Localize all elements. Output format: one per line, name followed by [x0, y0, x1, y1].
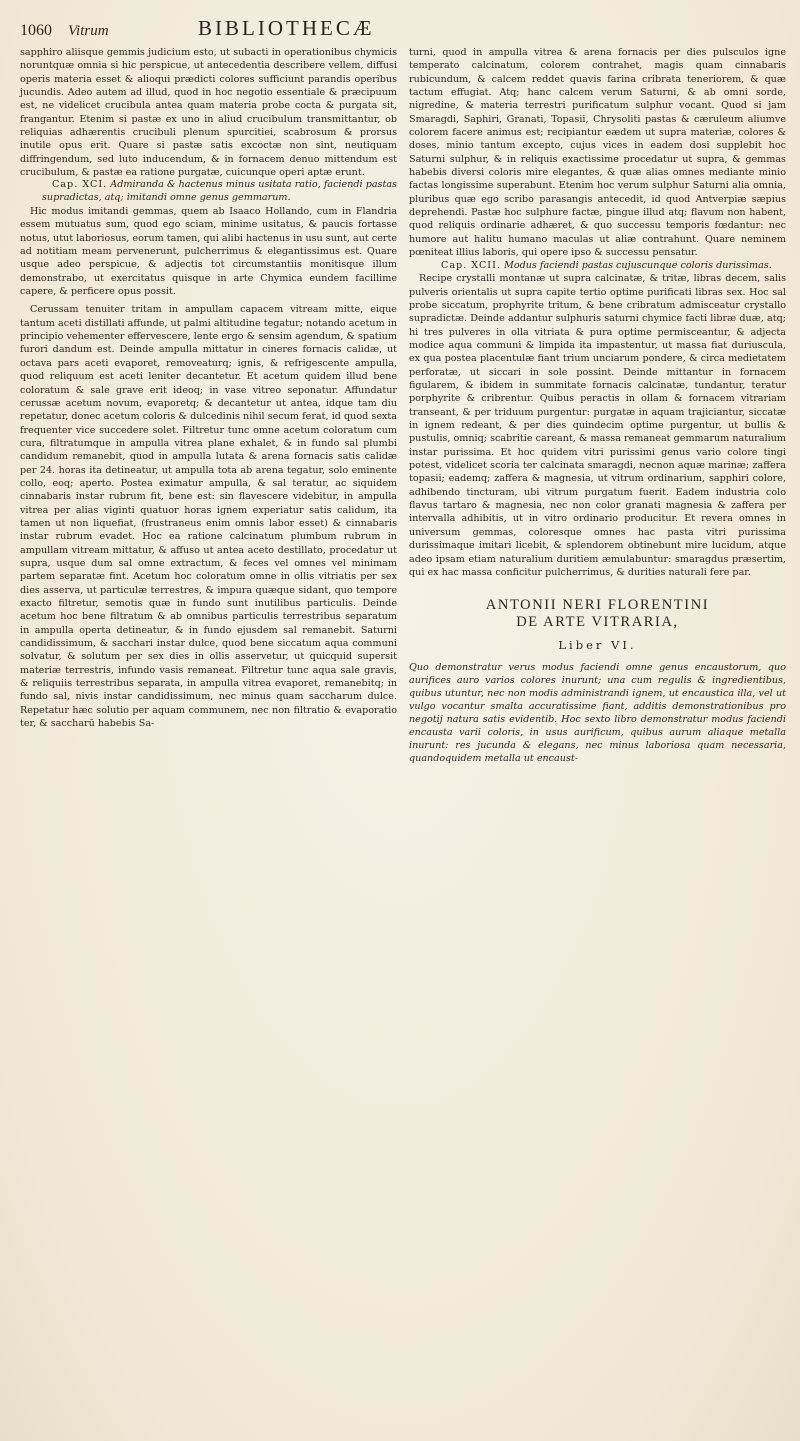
right-column: [409, 46, 786, 765]
chapter-label: Cap. XCI.: [52, 179, 108, 191]
book-number: Liber VI.: [558, 638, 637, 653]
paragraph: Recipe crystalli montanæ ut supra calcinatæ, & tritæ, libras decem, salis pulveris orientalis ut supra capite tertio optime purificati libras sex. Hoc sal probe siccatum, prophyrite tritum, & bene cribratum admisceatur crystallo supradictæ. Deinde addantur sulphuris saturni chymice facti libræ duæ, atq; hi tres pulveres in olla vitriata & pura optime permisceantur, & adjecta modice aqua communi & limpida ita impastentur, ut massa fiat duriuscula, ex qua postea placentulæ fiant trium unciarum pondere, & circa medietatem perforatæ, ut siccari in sole possint. Deinde mittantur in fornacem figularem, & ibidem in summitate fornacis calcinatæ, tundantur, teratur porphyrite & cribrentur. Quibus peractis in ollam & fornacem vitrariam transeant, & per triduum purgentur: purgatæ in aquam trajiciantur, siccatæ in ignem redeant, & per dies quindecim optime purgentur, ut bullis & pustulis, omniq; scabritie careant, & massa remaneat gemmarum naturalium instar purissima. Et hoc quidem vitri purissimi genus vario colore tingi potest, videlicet scoria ter calcinata smaragdi, necnon aquæ marinæ; zaffera topasii; eademq; zaffera & magnesia, ut vitrum ordinarium, sapphiri colore, adhibendo tincturam, ubi vitrum purgatum fuerit. Eadem industria colo flavus tartaro & magnesia, nec non color granati magnesia & zaffera per intervalla adhibitis, ut in vitro ordinario producitur. Et revera omnes in universum gemmas, coloresque omnes hac pasta vitri purissima durissimaque imitari licebit, & splendorem obtinebunt mire lucidum, atque adeo ipsam etiam naturalium duritiem æmulabuntur: smaragdus præsertim, qui ex hac massa conficitur pulcherrimus, & durities naturali fere par.: [409, 273, 786, 578]
paragraph: Hic modus imitandi gemmas, quem ab Isaaco Hollando, cum in Flandria essem mutuatus sum, quod ego sciam, minime usitatus, & paucis fortasse notus, utut laboriosus, eorum tamen, qui alibi hactenus in usu sunt, aut certe ad notitiam meam pervenerunt, pulcherrimus & elegantissimus est. Quare usque adeo perspicue, & adjectis tot circumstantiis monitisque illum demonstrabo, ut exercitatus quisque in arte Chymica eundem facillime capere, & perficere opus possit.: [20, 206, 397, 298]
paragraph: turni, quod in ampulla vitrea & arena fornacis per dies pulsculos igne temperato calcinatum, colorem contrahet, magis quam cinnabaris rubicundum, & calcem reddet quavis farina cribrata teneriorem, & quæ tactum effugiat. Atq; hanc calcem verum Saturni, & ab omni sorde, nigredine, & materia terrestri purificatum sulphur vocant. Quod si jam Smaragdi, Saphiri, Granati, Topasii, Chrysoliti pastas & cæruleum aliumve colorem facere animus est; recipiantur eædem ut supra materiæ, colores & doses, minio tantum excepto, cujus vices in eadem dosi supplebit hoc Saturni sulphur, & in reliquis exactissime procedatur ut supra, & gemmas habebis diversi coloris mire elegantes, & quæ alias omnes mediante minio factas longissime superabunt. Etenim hoc verum sulphur Saturni alia omnia, pluribus quæ ego scribo parasangis antecedit, id quod Antverpiæ sæpius deprehendi. Pastæ hoc sulphure factæ, pingue illud atq; flavum non habent, quod reliquis ordinarie adhæret, & quo successu temporis fœdantur: nec humore aut halitu humano maculas ut aliæ contrahunt. Quare neminem pœniteat illius laboris, qui opere ipso & successu pensatur.: [409, 47, 786, 259]
paragraph: sapphiro aliisque gemmis judicium esto, ut subacti in operationibus chymicis noruntquæ omnia si hic perspicue, ut antecedentia describere vellem, diffusi operis materia esset & alioqui prædicti colores sufficiunt parandis operibus jucundis. Adeo autem ad illud, quod in hoc negotio essentiale & præcipuum est, ne videlicet crucibula antea quam materia probe cocta & purgata sit, frangantur. Etenim si pastæ ex uno in aliud crucibulum transmittantur, ob reliquias adhærentis crucibuli plenum spurcitiei, scabrosum & prorsus inutile opus erit. Quare si pastæ satis excoctæ non sint, neutiquam diffringendum, sed luto inducendum, & in fornacem denuo mittendum est crucibulum, & pastæ ea ratione purgatæ, cuicunque operi aptæ erunt.: [20, 47, 397, 179]
book-title-line: DE ARTE VITRARIA,: [516, 614, 679, 631]
book-summary: Quo demonstratur verus modus faciendi omne genus encaustorum, quo aurifices auro varios colores inurunt; una cum regulis & ingredientibus, quibus utuntur, nec non modis administrandi ignem, ut encaustica illa, vel ut vulgo vocantur smalta accuratissime fiant, additis demonstrationibus pro negotij natura satis evidentib. Hoc sexto libro demonstratur modus faciendi encausta varii coloris, in usus aurificum, quibus aurum aliaque metalla inurunt: res jucunda & elegans, nec minus laboriosa quam necessaria, quandoquidem metalla ut encaust-: [409, 661, 786, 765]
left-column: [20, 46, 397, 765]
text-columns: [20, 46, 786, 765]
chapter-label: Cap. XCII.: [441, 259, 501, 271]
running-title: Vitrum: [68, 23, 109, 39]
page-number: 1060: [20, 22, 52, 39]
chapter-heading: [20, 179, 397, 205]
book-title-line: ANTONII NERI FLORENTINI: [485, 597, 710, 614]
chapter-heading: [409, 260, 786, 273]
chapter-title: Admiranda & hactenus minus usitata ratio, faciendi pastas supradictas, atq; imitandi omne genus gemmarum.: [42, 179, 397, 204]
book-title: [409, 597, 786, 631]
paragraph: Cerussam tenuiter tritam in ampullam capacem vitream mitte, eique tantum aceti distillati affunde, ut palmi altitudine tegatur; notando acetum in principio vehementer effervescere, lente ergo & sensim agendum, & spatium furori dandum est. Deinde ampulla mittatur in cineres fornacis calidæ, ut octava pars aceti evaporet, removeaturq; ignis, & refrigescente ampulla, quod reliquum est aceti leniter decantetur. Et acetum quidem illud bene coloratum & sale grave erit ideoq; in vase vitreo seponatur. Affundatur cerussæ acetum novum, evaporetq; & decantetur ut antea, idque tam diu repetatur, donec acetum coloris & dulcedinis nihil secum ferat, id quod sexta frequenter vice succedere solet. Filtretur tunc omne acetum coloratum cum cura, filtratumque in ampulla vitrea plane exhalet, & in fundo sal plumbi candidum remanebit, quod in ampulla lutata & arena fornacis satis calidæ per 24. horas ita detineatur, ut ampulla tota ab arena tegatur, solo eminente collo, eoq; aperto. Postea eximatur ampulla, & sal teratur, ac siquidem cinnabaris instar rubrum fit, bene est: sin flavescere videbitur, in ampulla vitrea per alias viginti quatuor horas ignem experiatur satis calidum, ita tamen ut non liquefiat, (frustraneus enim omnis labor esset) & cinnabaris instar rubrum evadet. Hoc ea ratione calcinatum plumbum rubrum in ampullam vitream mittatur, & affuso ut antea aceto destillato, procedatur ut supra, usque dum sal omne extractum, & feces vel omnes vel minimam partem separatæ fint. Acetum hoc coloratum omne in ollis vitriatis per sex dies asserva, ut particulæ terrestres, & impura quæque sidant, quo tempore exacto filtretur, semotis quæ in fundo sunt inutilibus particulis. Deinde acetum hoc bene filtratum & ab omnibus particulis terrestribus separatum in ampulla operta detineatur, & in fundo ejusdem sal remanebit. Saturni candidissimum, & sacchari instar dulce, quod bene siccatum aqua communi solvatur, & solutum per sex dies in ollis asservetur, ut quicquid supersit materiæ terrestris, infundo vasis remaneat. Filtretur tunc aqua sale gravis, & reliquiis terrestribus separata, in ampulla vitrea evaporet, remanebitq; in fundo sal, nivis instar candidissimum, nec minus quam saccharum dulce. Repetatur hæc solutio per aquam communem, nec non filtratio & evaporatio ter, & saccharū habebis Sa-: [20, 304, 397, 730]
section-title: BIBLIOTHECÆ: [198, 16, 375, 40]
page-header: [20, 16, 786, 42]
chapter-title: Modus faciendi pastas cujuscunque coloris durissimas.: [504, 259, 772, 271]
